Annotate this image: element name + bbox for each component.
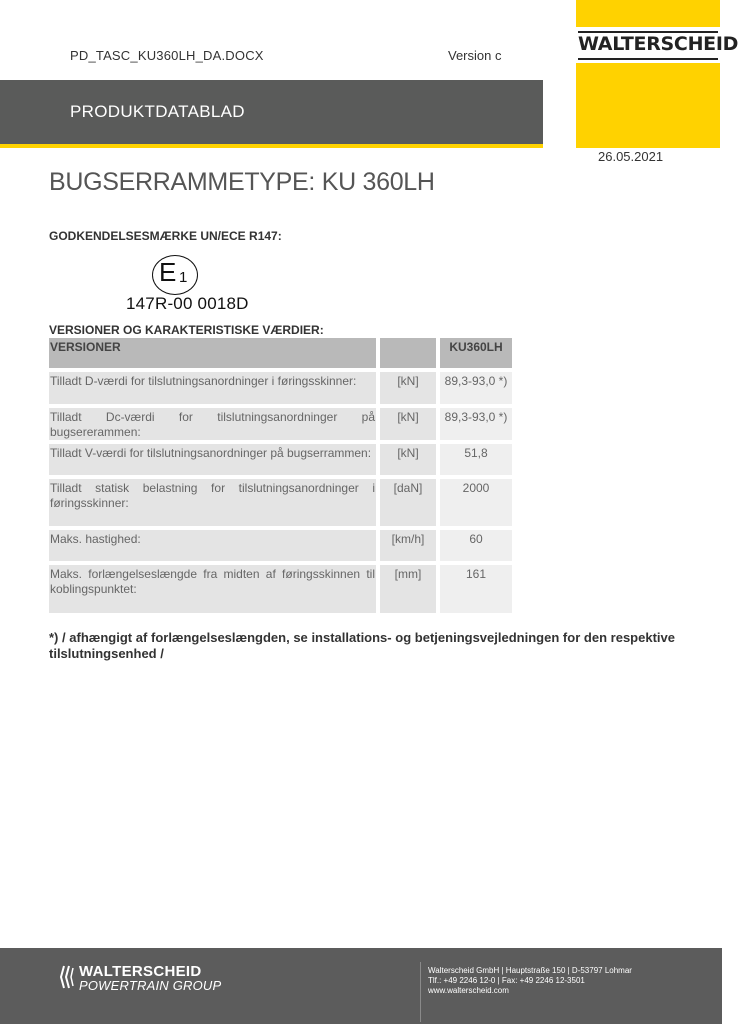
section-header-accent [0, 144, 543, 148]
walterscheid-logo-icon [60, 964, 74, 990]
section-title: PRODUKTDATABLAD [70, 102, 245, 121]
table-row-description: Tilladt Dc-værdi for tilslutningsanordninger på bugsererammen: [50, 410, 375, 439]
footer-address-line: Walterscheid GmbH | Hauptstraße 150 | D-53797 Lohmar [428, 966, 632, 975]
table-row-description: Tilladt V-værdi for tilslutningsanordninger på bugserrammen: [49, 444, 376, 475]
table-row-description: Maks. hastighed: [49, 530, 376, 561]
table-row-value: 89,3-93,0 *) [440, 372, 512, 404]
footer-group: POWERTRAIN GROUP [79, 978, 222, 993]
approval-heading: GODKENDELSESMÆRKE UN/ECE R147: [49, 229, 282, 243]
table-row-unit: [kN] [380, 372, 436, 404]
table-row-value: 89,3-93,0 *) [440, 408, 512, 440]
document-date: 26.05.2021 [598, 149, 664, 164]
table-row-value: 60 [440, 530, 512, 561]
table-row-value: 51,8 [440, 444, 512, 475]
brand-logo: WALTERSCHEID [578, 33, 738, 55]
e-mark-letter: E [159, 257, 177, 287]
e-mark-number: 1 [179, 269, 188, 286]
footer-phone-line: Tlf.: +49 2246 12-0 | Fax: +49 2246 12-3501 [428, 976, 585, 985]
table-row-unit: [kN] [380, 408, 436, 440]
brand-yellow-block [576, 0, 720, 148]
table-row-description: Tilladt D-værdi for tilslutningsanordninger i føringsskinner: [49, 372, 376, 404]
document-version: Version c [448, 48, 502, 63]
table-header-unit [380, 338, 436, 368]
versions-heading: VERSIONER OG KARAKTERISTISKE VÆRDIER: [49, 323, 324, 337]
table-row-description: Maks. forlængelseslængde fra midten af føringsskinnen til koblingspunktet: [49, 565, 376, 613]
table-row-value: 161 [440, 565, 512, 613]
table-row-description: Tilladt statisk belastning for tilslutningsanordninger i føringsskinner: [49, 479, 376, 526]
footer-brand: WALTERSCHEID [79, 963, 202, 980]
footer-divider [420, 962, 421, 1022]
page-title: BUGSERRAMMETYPE: KU 360LH [49, 168, 435, 196]
logo-rule-bottom [578, 58, 718, 60]
table-header-model: KU360LH [440, 338, 512, 368]
approval-number: 147R-00 0018D [126, 294, 249, 313]
table-row-unit: [km/h] [380, 530, 436, 561]
table-row-unit: [mm] [380, 565, 436, 613]
table-row-unit: [daN] [380, 479, 436, 526]
footer-website-link[interactable]: www.walterscheid.com [428, 986, 509, 995]
table-row-unit: [kN] [380, 444, 436, 475]
table-header-label: VERSIONER [49, 338, 376, 368]
document-file-name: PD_TASC_KU360LH_DA.DOCX [70, 48, 264, 63]
footnote: *) / afhængigt af forlængelseslængden, se installations- og betjeningsvejledningen for den respektive tilslutningsenhed / [49, 630, 675, 661]
footer-address [428, 966, 632, 996]
table-row-value: 2000 [440, 479, 512, 526]
